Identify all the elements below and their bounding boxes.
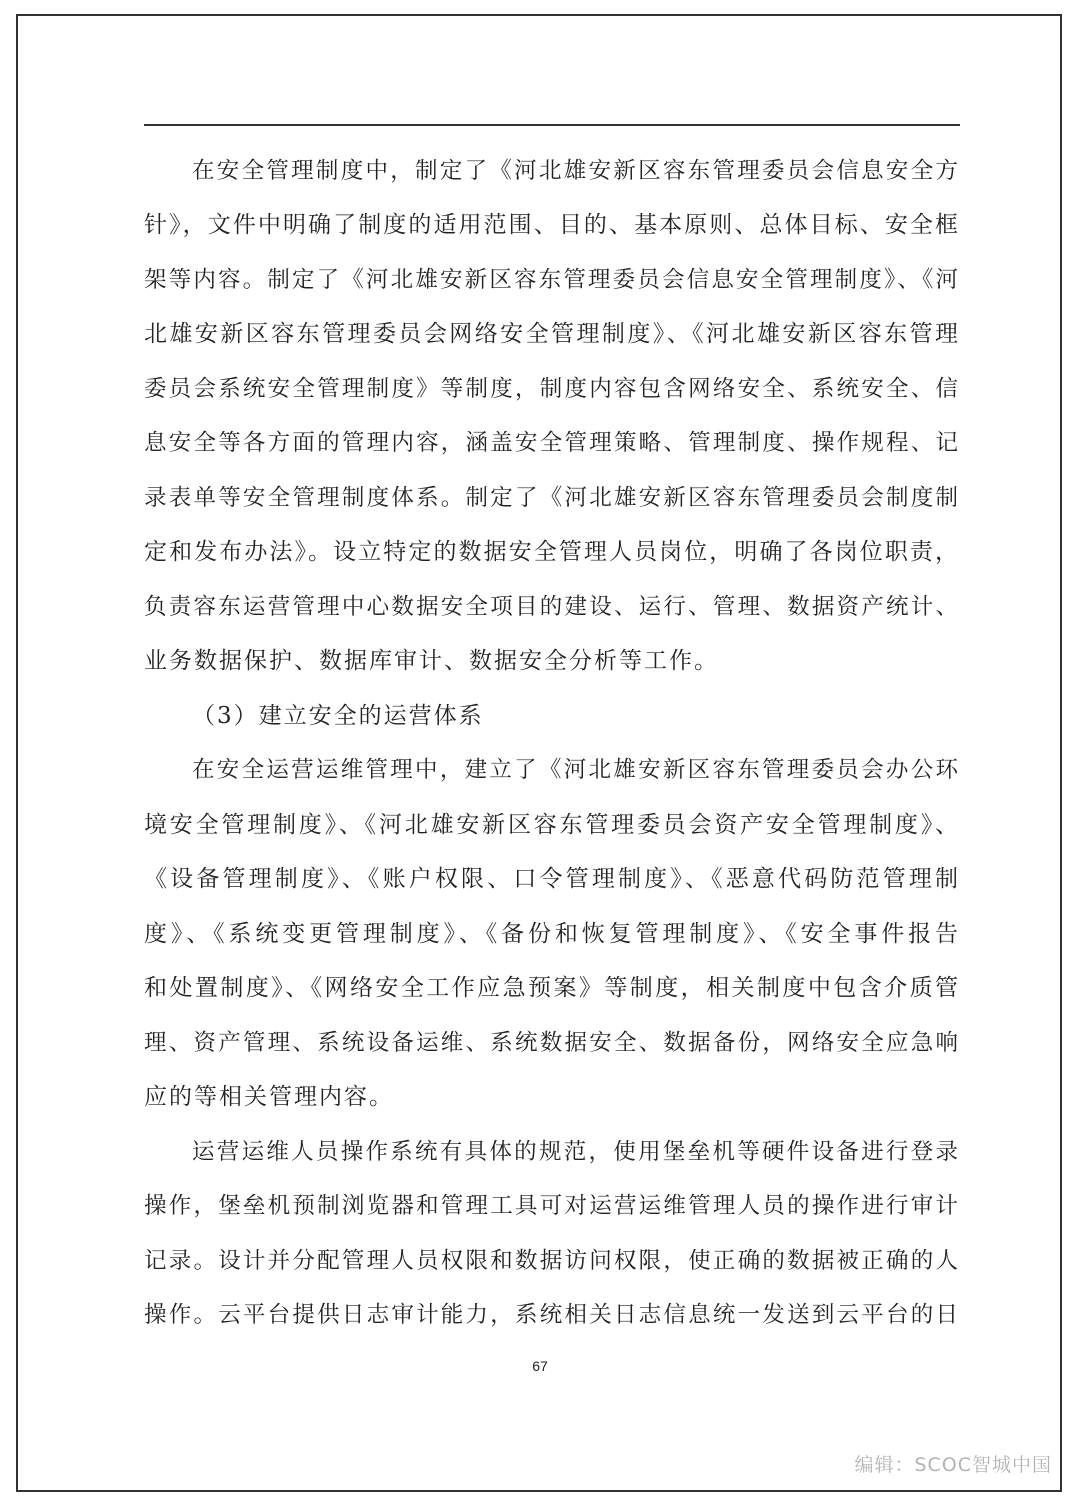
section-heading: （3）建立安全的运营体系 <box>192 703 484 729</box>
paragraph-1-line-5: 委员会系统安全管理制度》等制度，制度内容包含网络安全、系统安全、信 <box>144 376 960 402</box>
paragraph-2-line-2: 境安全管理制度》、《河北雄安新区容东管理委员会资产安全管理制度》、 <box>144 812 960 838</box>
paragraph-1-line-7: 录表单等安全管理制度体系。制定了《河北雄安新区容东管理委员会制度制 <box>144 485 960 511</box>
paragraph-2-line-1: 在安全运营运维管理中，建立了《河北雄安新区容东管理委员会办公环 <box>192 757 960 783</box>
editor-watermark: 编辑：SCOC智城中国 <box>854 1454 1052 1476</box>
paragraph-2-line-5: 和处置制度》、《网络安全工作应急预案》等制度，相关制度中包含介质管 <box>144 975 960 1001</box>
paragraph-1-line-4: 北雄安新区容东管理委员会网络安全管理制度》、《河北雄安新区容东管理 <box>144 321 960 347</box>
paragraph-2-line-3: 《设备管理制度》、《账户权限、口令管理制度》、《恶意代码防范管理制 <box>144 866 960 892</box>
paragraph-2-line-7: 应的等相关管理内容。 <box>144 1084 394 1110</box>
paragraph-3-line-3: 记录。设计并分配管理人员权限和数据访问权限，使正确的数据被正确的人 <box>144 1248 960 1274</box>
paragraph-1-line-3: 架等内容。制定了《河北雄安新区容东管理委员会信息安全管理制度》、《河 <box>144 267 960 293</box>
paragraph-1-line-2: 针》，文件中明确了制度的适用范围、目的、基本原则、总体目标、安全框 <box>144 212 960 238</box>
page-number: 67 <box>532 1358 548 1374</box>
paragraph-2-line-6: 理、资产管理、系统设备运维、系统数据安全、数据备份，网络安全应急响 <box>144 1030 960 1056</box>
paragraph-3-line-2: 操作，堡垒机预制浏览器和管理工具可对运营运维管理人员的操作进行审计 <box>144 1193 960 1219</box>
paragraph-1-line-6: 息安全等各方面的管理内容，涵盖安全管理策略、管理制度、操作规程、记 <box>144 430 960 456</box>
paragraph-2-line-4: 度》、《系统变更管理制度》、《备份和恢复管理制度》、《安全事件报告 <box>144 921 960 947</box>
paragraph-3-line-1: 运营运维人员操作系统有具体的规范，使用堡垒机等硬件设备进行登录 <box>192 1139 960 1165</box>
paragraph-1-line-1: 在安全管理制度中，制定了《河北雄安新区容东管理委员会信息安全方 <box>192 158 960 184</box>
paragraph-1-line-9: 负责容东运营管理中心数据安全项目的建设、运行、管理、数据资产统计、 <box>144 594 960 620</box>
paragraph-1-line-8: 定和发布办法》。设立特定的数据安全管理人员岗位，明确了各岗位职责， <box>144 539 960 565</box>
paragraph-3-line-4: 操作。云平台提供日志审计能力，系统相关日志信息统一发送到云平台的日 <box>144 1302 960 1328</box>
header-rule <box>144 124 960 126</box>
paragraph-1-line-10: 业务数据保护、数据库审计、数据安全分析等工作。 <box>144 648 719 674</box>
